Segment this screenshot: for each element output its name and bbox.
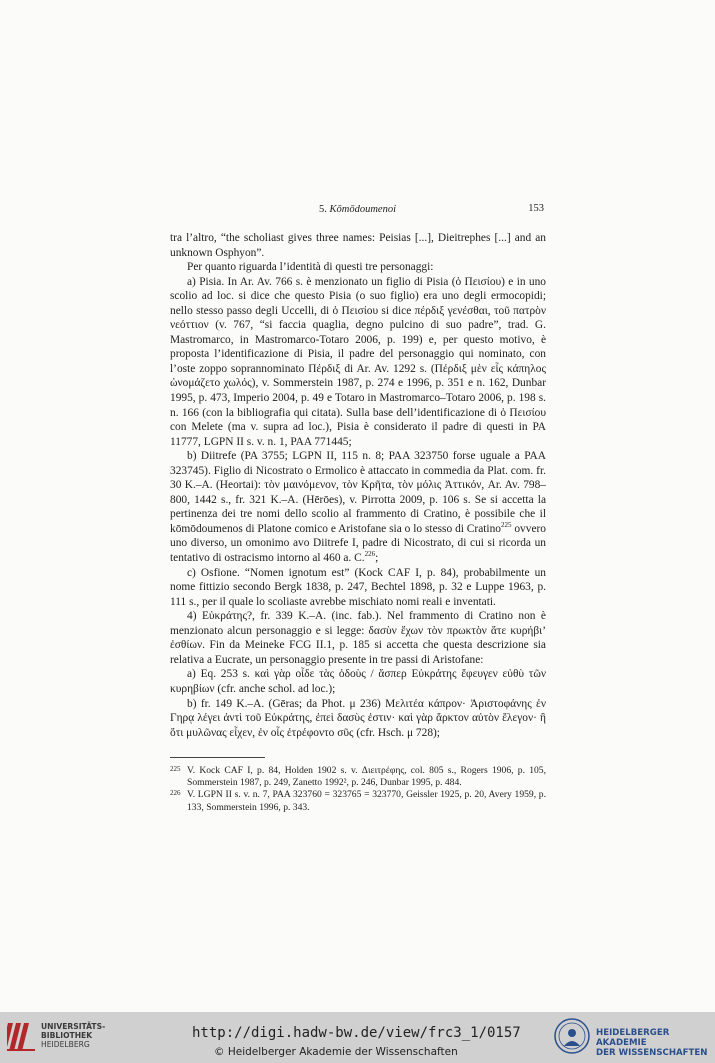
footnote-number: 226 [170,789,181,798]
paragraph: Per quanto riguarda l’identità di questi tre personaggi: [187,261,434,274]
footnote-ref[interactable]: 226 [364,550,376,559]
running-head [170,203,546,219]
page-number: 153 [528,203,544,214]
paragraph: c) Osfione. “Nomen ignotum est” (Kock CAF I, p. 84), probabilmente un nome fittizio secondo Bergk 1838, p. 247, Bechtel 1898, p. 32 e Luppe 1963, p. 111 s., per il quale lo scoliaste avrebbe mischiato nomi reali e inventati. [170,566,546,608]
viewer-footer [0,1012,715,1063]
footnote-text: V. Kock CAF I, p. 84, Holden 1902 s. v. Διειτρέφης, col. 805 s., Rogers 1906, p. 105, Sommerstein 1987, p. 249, Zanetto 1992², p. 246, Dunbar 1995, p. 484. [187,765,546,789]
permalink-url[interactable]: http://digi.hadw-bw.de/view/frc3_1/0157 [192,1025,521,1041]
section-title: 5. Kōmōdoumenoi [319,204,396,215]
academy-seal-icon[interactable] [554,1018,590,1054]
paragraph: b) fr. 149 K.–A. (Gēras; da Phot. μ 236) Μελιτέα κάπρον· Ἀριστοφάνης ἐν Γηρᾳ λέγει ἀντὶ τοῦ Εὐκράτης, ἐπεὶ δασὺς ἐστιν· καὶ γὰρ ἄρκτον αὐτὸν ἔλεγον· ἢ ὅτι μυλῶνας εἶχεν, ἐν οἷς ἐτρέφοντο σῦς (cfr. Hsch. μ 728); [170,697,546,739]
copyright-notice: © Heidelberger Akademie der Wissenschaften [214,1046,458,1058]
body-text [170,231,546,740]
university-library-logo-icon[interactable] [7,1019,37,1053]
library-name: UNIVERSITÄTS- BIBLIOTHEK HEIDELBERG [41,1022,106,1049]
academy-name: HEIDELBERGER AKADEMIE DER WISSENSCHAFTEN [596,1028,708,1058]
footnote-number: 225 [170,765,181,773]
paragraph: tra l’altro, “the scholiast gives three names: Peisias [...], Dieitrephes [...] and an unknown Osphyon”. [170,232,546,259]
footnote-ref[interactable]: 225 [500,521,512,530]
paragraph: a) Pisia. In Ar. Av. 766 s. è menzionato un figlio di Pisia (ὁ Πεισίου) e in uno scolio ad loc. si dice che questo Pisia (o suo figlio) era uno degli ermocopidi; nello stesso passo degli Uccelli, di ὁ Πεισίου si dice πέρδιξ γενέσθαι, τοῦ πατρὸν νεόττιον (v. 767, “si faccia quaglia, degno pulcino di suo padre”, trad. G. Mastromarco, in Mastromarco-Totaro 2006, p. 199) e, per questo motivo, è proposta l’identificazione di Pisia, il padre del personaggio qui nominato, con l’oste zoppo soprannominato Πέρδιξ di Ar. Av. 1292 s. (Πέρδιξ μὲν εἷς κάπηλος ὠνομάζετο χωλός), v. Sommerstein 1987, p. 274 e 1996, p. 351 e n. 162, Dunbar 1995, p. 473, Imperio 2004, p. 49 e Totaro in Mastromarco–Totaro 2006, p. 198 s. n. 166 (con la bibliografia qui citata). Sulla base dell’identificazione di ὁ Πεισίου con Melete (ma v. supra ad loc.), Pisia è considerato il padre di questi in PA 11777, LGPN II s. v. n. 1, PAA 771445; [170,275,546,448]
footnote-text: V. LGPN II s. v. n. 7, PAA 323760 = 323765 = 323770, Geissler 1925, p. 20, Avery 1959, p. 133, Sommerstein 1996, p. 343. [187,789,546,813]
paragraph: 4) Εὐκράτης?, fr. 339 K.–A. (inc. fab.). Nel frammento di Cratino non è menzionato alcun personaggio e si legge: δασὺν ἔχων τὸν πρωκτὸν ἅτε κυρήβι’ ἐσθίων. Fin da Meineke FCG II.1, p. 185 si accetta che questa descrizione sia relativa a Eucrate, un personaggio presente in tre passi di Aristofane: [170,610,546,666]
footnote-rule [170,757,265,758]
paragraph: b) Diitrefe (PA 3755; LGPN II, 115 n. 8; PAA 323750 forse uguale a PAA 323745). Figlio di Nicostrato o Ermolico è attaccato in commedia da Plat. com. fr. 30 K.–A. (Heortai): τὸν μαινόμενον, τὸν Κρῆτα, τὸν μόλις Ἀττικόν, Ar. Av. 798–800, 1442 s., fr. 321 K.–A. (Hērōes), v. Pirrotta 2009, p. 106 s. Se si accetta la pertinenza dei tre nomi dello scolio al frammento di Cratino, è possibile che il kōmōdoumenos di Platone comico e Aristofane sia o lo stesso di Cratino$^{225}$ ovvero uno diverso, un omonimo avo Diitrefe I, padre di Nicostrato, di cui si ricorda un tentativo di ostracismo intorno al 460 a. C.$^{226}$; [170,450,546,565]
paragraph: a) Eq. 253 s. καὶ γὰρ οἶδε τὰς ὁδοὺς / ἅσπερ Εὐκράτης ἔφευγεν εὐθὺ τῶν κυρηβίων (cfr. anche schol. ad loc.); [170,668,546,695]
footnote [170,789,546,813]
footnotes [170,765,546,814]
footnote [170,765,546,789]
